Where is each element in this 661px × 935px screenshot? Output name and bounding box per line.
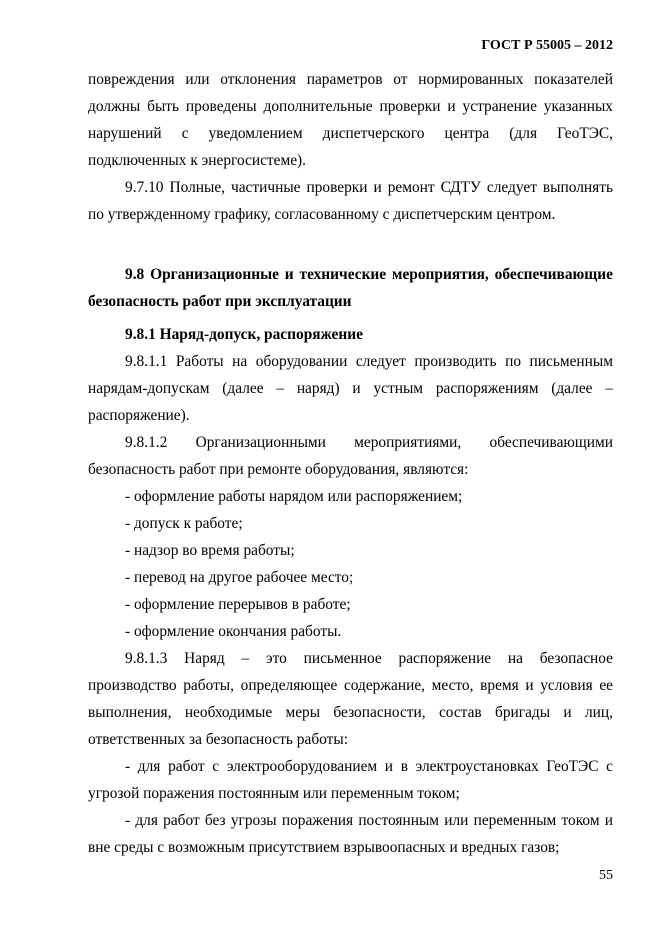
page-number: 55 [599,868,613,883]
paragraph-continuation: повреждения или отклонения параметров от нормированных показателей должны быть проведены дополнительные проверки и устранение указанных нарушений с уведомлением диспетчерского центра (для ГеоТЭС, подключенных к энергосистеме). [88,71,613,169]
paragraph-9-8-1-3: 9.8.1.3 Наряд – это письменное распоряжение на безопасное производство работы, определяющее содержание, место, время и условия ее выполнения, необходимые меры безопасности, состав бригады и лиц, ответственных за безопасность работы: [88,650,613,748]
paragraph-electrical-works: - для работ с электрооборудованием и в электроустановках ГеоТЭС с угрозой поражения постоянным или переменным током; [88,758,613,802]
list-item: - оформление работы нарядом или распоряжением; [125,488,463,505]
list-item: - надзор во время работы; [125,542,295,559]
section-gap [88,228,613,255]
list-item: - оформление окончания работы. [125,623,342,640]
paragraph-9-8-1-1: 9.8.1.1 Работы на оборудовании следует производить по письменным нарядам-допускам (далее – наряд) и устным распоряжениям (далее – распоряжение). [88,353,613,424]
paragraph-9-7-10: 9.7.10 Полные, частичные проверки и ремонт СДТУ следует выполнять по утвержденному графику, согласованному с диспетчерским центром. [88,179,613,223]
subsection-heading-9-8-1: 9.8.1 Наряд-допуск, распоряжение [125,326,363,343]
document-header: ГОСТ Р 55005 – 2012 [481,38,613,53]
paragraph-9-8-1-2: 9.8.1.2 Организационными мероприятиями, обеспечивающими безопасность работ при ремонте оборудования, являются: [88,434,613,478]
paragraph-non-electrical-works: - для работ без угрозы поражения постоянным или переменным током и вне среды с возможным присутствием взрывоопасных и вредных газов; [88,812,613,856]
document-body [88,66,613,861]
list-item: - перевод на другое рабочее место; [125,569,354,586]
list-item: - оформление перерывов в работе; [125,596,351,613]
list-item: - допуск к работе; [125,515,243,532]
section-heading-9-8: 9.8 Организационные и технические мероприятия, обеспечивающие безопасность работ при эксплуатации [88,266,613,310]
